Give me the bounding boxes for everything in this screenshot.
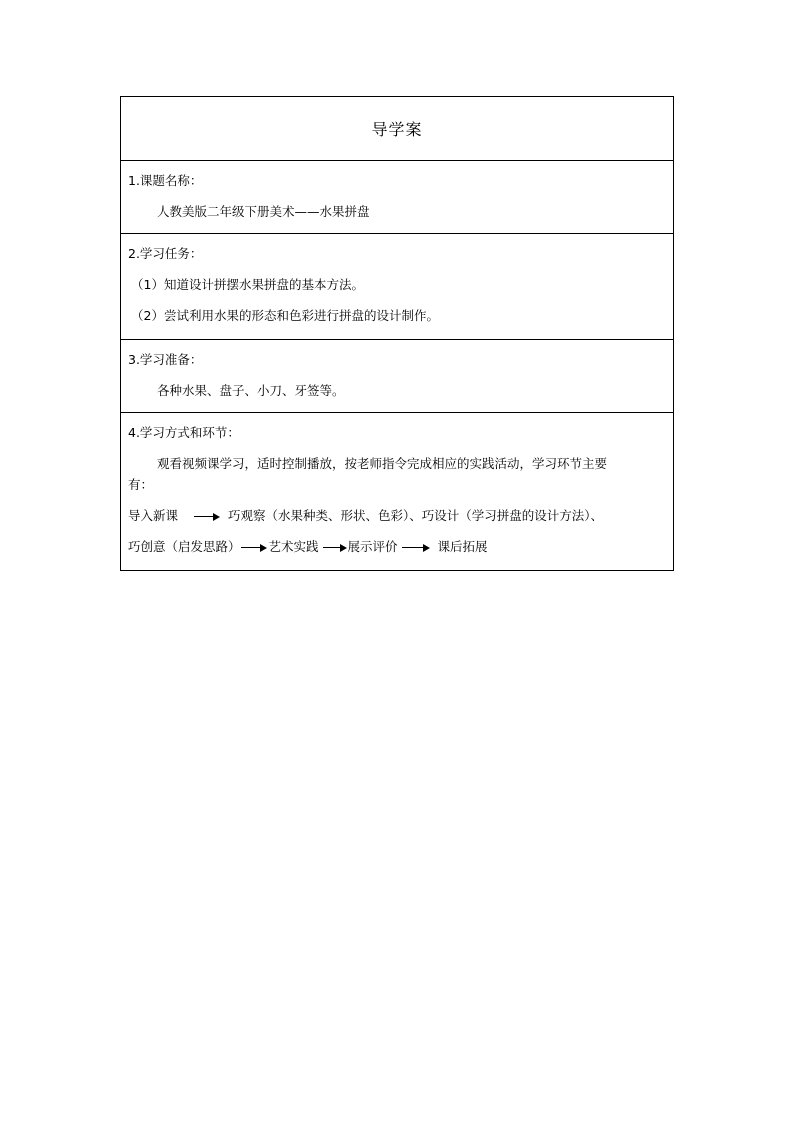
flow-step-2: 巧观察（水果种类、形状、色彩）、巧设计（学习拼盘的设计方法）、 bbox=[227, 508, 603, 523]
flow-step-1: 导入新课 bbox=[128, 508, 179, 523]
flow-line-1 bbox=[128, 508, 603, 524]
arrow-right-icon bbox=[402, 543, 430, 553]
section-method bbox=[121, 412, 673, 570]
section-topic-content: 人教美版二年级下册美术——水果拼盘 bbox=[157, 204, 370, 219]
arrow-right-icon bbox=[194, 512, 220, 522]
section-tasks-heading: 2.学习任务： bbox=[128, 246, 203, 261]
document-title: 导学案 bbox=[371, 120, 423, 139]
flow-step-4: 艺术实践 bbox=[268, 539, 319, 554]
section-preparation bbox=[121, 339, 673, 412]
section-preparation-content: 各种水果、盘子、小刀、牙签等。 bbox=[157, 383, 345, 398]
section-topic bbox=[121, 160, 673, 233]
task-item-2: （2）尝试利用水果的形态和色彩进行拼盘的设计制作。 bbox=[131, 308, 439, 323]
section-preparation-heading: 3.学习准备： bbox=[128, 352, 203, 367]
method-intro-line-1: 观看视频课学习，适时控制播放，按老师指令完成相应的实践活动，学习环节主要 bbox=[157, 456, 608, 471]
method-intro-line-2: 有： bbox=[128, 477, 154, 492]
title-row bbox=[121, 97, 673, 160]
flow-step-5: 展示评价 bbox=[347, 539, 398, 554]
section-method-heading: 4.学习方式和环节： bbox=[128, 425, 240, 440]
flow-step-3: 巧创意（启发思路） bbox=[128, 539, 241, 554]
section-topic-heading: 1.课题名称： bbox=[128, 173, 203, 188]
arrow-right-icon bbox=[323, 543, 347, 553]
flow-step-6: 课后拓展 bbox=[437, 539, 488, 554]
arrow-right-icon bbox=[241, 543, 267, 553]
flow-line-2 bbox=[128, 539, 488, 555]
section-tasks bbox=[121, 233, 673, 339]
task-item-1: （1）知道设计拼摆水果拼盘的基本方法。 bbox=[131, 277, 364, 292]
guide-table bbox=[120, 96, 674, 571]
